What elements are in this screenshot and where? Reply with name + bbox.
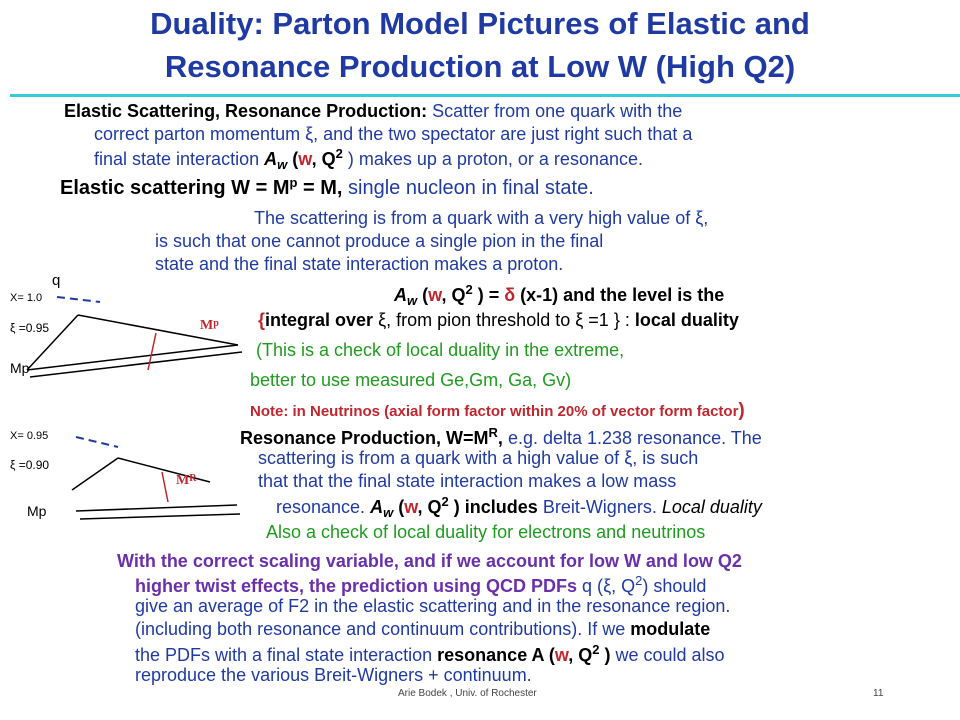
xi-value: =0.95 [15, 321, 50, 335]
photon-dashed-line [57, 297, 100, 302]
xi-symbol: ξ [10, 458, 16, 472]
elastic-blue: single nucleon in final state. [342, 177, 594, 199]
q-symbol: , Q [568, 645, 593, 665]
q-symbol: , Q [311, 149, 336, 169]
elastic-line-2: is such that one cannot produce a single pion in the final [155, 231, 604, 251]
q-symbol: , Q [417, 497, 442, 517]
integral-mid: , from pion threshold to [386, 310, 576, 330]
resonance-text-4a: resonance. [276, 497, 371, 517]
mass-sup: R [189, 473, 197, 484]
aw-symbol: A [394, 285, 407, 305]
diagram1-mp: Mp [10, 360, 30, 376]
elastic-text-1a: The scattering is from a quark with a very high value of [254, 208, 696, 228]
incoming-quark-line [72, 458, 118, 490]
resonance-check: Also a check of local duality for electrons and neutrinos [266, 522, 706, 542]
resonance-bold2: , [497, 428, 503, 448]
mass-sup: p [213, 318, 219, 329]
resonance-text-2b: , is such [632, 448, 699, 468]
q-exp: 2 [441, 494, 449, 509]
aw-sub: w [277, 157, 288, 172]
title-line-2: Resonance Production at Low W (High Q2) [164, 49, 796, 84]
aw-symbol: A [370, 497, 384, 517]
w-symbol: w [404, 497, 418, 517]
title-line-1: Duality: Parton Model Pictures of Elastic and [150, 6, 810, 41]
resonance-blue1: e.g. delta 1.238 resonance. The [502, 428, 762, 448]
photon-dashed-line [76, 437, 118, 447]
fsi-marker [148, 333, 156, 370]
paren: ( [287, 149, 299, 169]
aw-symbol: A [264, 149, 278, 169]
spectator-line [80, 514, 240, 519]
w-symbol: w [428, 285, 442, 305]
q-exp: 2 [335, 146, 343, 161]
mass-label-mp [200, 318, 219, 334]
mass-M: M [176, 473, 190, 488]
resonance-a: resonance A [437, 645, 544, 665]
xi-symbol: ξ [695, 208, 704, 228]
intro-text-3a: final state interaction [94, 149, 265, 169]
intro-bold: Elastic Scattering, Resonance Production: [64, 101, 428, 121]
modulate: modulate [630, 619, 711, 639]
spectator-line [30, 352, 242, 377]
eq-part: , Q [441, 285, 466, 305]
brace: { [258, 310, 266, 330]
q-pdf: q ( [582, 576, 604, 596]
q-exp: 2 [635, 573, 643, 588]
aw-sub: w [407, 293, 418, 308]
breit-wigners: Breit-Wigners. [542, 497, 662, 517]
footer-author: Arie Bodek , Univ. of Rochester [398, 688, 537, 699]
w-symbol: w [298, 149, 312, 169]
xi-value: =0.90 [15, 458, 50, 472]
eq-part: ( [417, 285, 429, 305]
xi-symbol: ξ [10, 321, 16, 335]
elastic-p: p [289, 175, 298, 190]
page-number: 11 [873, 688, 884, 699]
diagram2-mp: Mp [27, 503, 47, 519]
resonance-line-3: that that the final state interaction makes a low mass [258, 471, 677, 491]
xi-symbol: ξ [624, 448, 633, 468]
spectator-line [27, 345, 238, 370]
aw-sub: w [383, 505, 394, 520]
elastic-line-3: state and the final state interaction makes a proton. [155, 254, 564, 274]
resonance-text-2a: scattering is from a quark with a high value of [258, 448, 625, 468]
conclusion-line-1: With the correct scaling variable, and if we account for low W and low Q2 [117, 551, 742, 571]
xi-symbol: ξ [305, 124, 314, 144]
conclusion-line-6: reproduce the various Breit-Wigners + continuum. [135, 665, 532, 685]
diagram2-x: X= 0.95 [10, 430, 49, 442]
conclusion-text-5a: the PDFs with a final state interaction [135, 645, 438, 665]
intro-text-3b: ) makes up a proton, or a resonance. [342, 149, 643, 169]
mass-label-mr [176, 473, 196, 489]
local-duality: local duality [634, 310, 739, 330]
conclusion-text-2a: higher twist effects, the prediction using QCD PDFs [135, 576, 583, 596]
xi-symbol: ξ [603, 576, 612, 596]
integral-end: =1 } : [583, 310, 635, 330]
note-text: Note: in Neutrinos (axial form factor within 20% of vector form factor [250, 403, 739, 420]
integral-bold: integral over [265, 310, 379, 330]
xi-symbol: ξ [575, 310, 584, 330]
fsi-marker [162, 472, 168, 502]
elastic-bold: Elastic scattering W = M [60, 177, 290, 199]
note-paren: ) [738, 400, 745, 421]
conclusion-text-4: (including both resonance and continuum contributions). If we [135, 619, 631, 639]
q-exp: 2 [592, 642, 600, 657]
q-exp: 2 [465, 282, 473, 297]
q-symbol: , Q [611, 576, 636, 596]
elastic-bold2: = M, [297, 177, 343, 199]
check-line-2: better to use measured Ge,Gm, Ga, Gv) [250, 370, 572, 390]
spectator-line [76, 505, 237, 511]
intro-text-2a: correct parton momentum [94, 124, 306, 144]
diagram2-xi [10, 458, 49, 472]
photon-label: q [52, 272, 61, 289]
check-line-1: (This is a check of local duality in the extreme, [256, 340, 625, 360]
mass-M: M [200, 318, 214, 333]
resonance-bold: Resonance Production, W=M [240, 428, 489, 448]
conclusion-line-3: give an average of F2 in the elastic scattering and in the resonance region. [135, 596, 731, 616]
paren: ( [393, 497, 405, 517]
xi-symbol: ξ [378, 310, 387, 330]
paren: ) [599, 645, 611, 665]
resonance-R: R [488, 425, 498, 440]
eq-part: ) = [472, 285, 505, 305]
w-symbol: w [554, 645, 569, 665]
includes-text: ) includes [448, 497, 543, 517]
delta-symbol: δ [504, 285, 516, 305]
eq-part: (x-1) and the level is the [515, 285, 725, 305]
conclusion-text-2d: ) should [642, 576, 707, 596]
conclusion-text-5f: we could also [610, 645, 725, 665]
intro-text-1: Scatter from one quark with the [427, 101, 683, 121]
intro-text-2b: , and the two spectator are just right such that a [313, 124, 693, 144]
paren: ( [543, 645, 555, 665]
diagram1-x: X= 1.0 [10, 292, 43, 304]
diagram1-xi [10, 321, 49, 335]
local-duality: Local duality [661, 497, 762, 517]
elastic-text-1b: , [703, 208, 709, 228]
